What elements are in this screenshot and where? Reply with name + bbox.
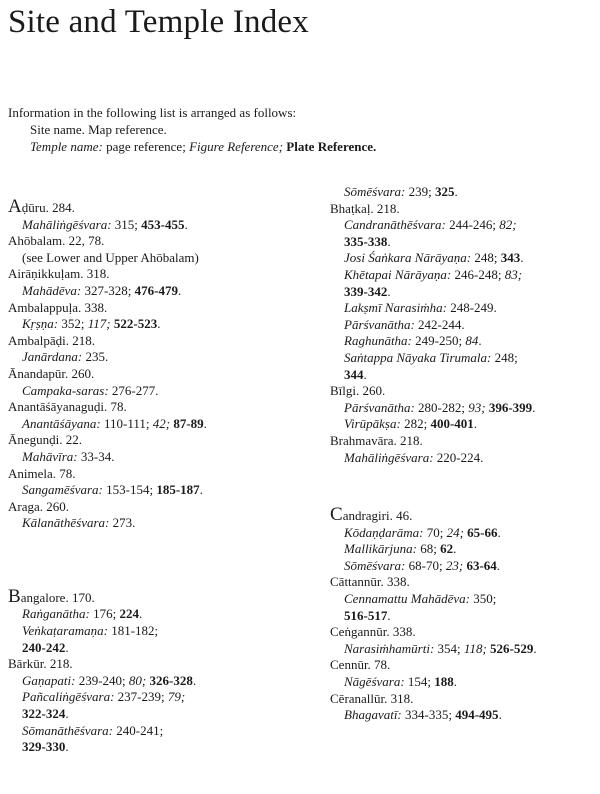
plate-reference: 335-338 [344, 233, 388, 249]
site-name [8, 196, 308, 217]
temple-reference [330, 558, 598, 575]
text-segment: 235. [82, 349, 109, 365]
index-entry [330, 184, 598, 201]
site-name [8, 585, 308, 607]
italic-text: Mallikārjuna: [344, 541, 417, 557]
text-segment: 110-111; [100, 415, 153, 431]
text-segment: . [178, 282, 182, 298]
text-segment: andragiri. 46. [342, 508, 413, 524]
italic-text: Pañcaliṅgēśvara: [22, 689, 115, 705]
text-segment: 153-154; [102, 482, 157, 498]
site-name [330, 691, 598, 708]
text-segment: . [473, 416, 478, 432]
index-entry [330, 624, 598, 657]
temple-reference [8, 739, 308, 756]
initial-letter: A [8, 196, 22, 217]
site-name [8, 333, 308, 350]
text-segment: 154; [404, 674, 435, 690]
temple-reference [330, 250, 598, 267]
italic-text: Kālanāthēśvara: [22, 515, 110, 531]
temple-reference [8, 383, 308, 400]
text-segment: Ambalappuḷa. 338. [8, 299, 108, 315]
plate-reference: 522-523 [113, 316, 158, 332]
temple-reference [330, 591, 598, 608]
text-segment: 220-224. [433, 449, 484, 465]
temple-reference [330, 450, 598, 467]
temple-reference [330, 317, 598, 334]
italic-text: Janārdana: [22, 349, 83, 365]
site-name [8, 432, 308, 449]
italic-text: Narasiṁhamūrti: [344, 640, 435, 656]
text-segment: . [65, 739, 69, 755]
italic-text: Gaṇapati: [22, 672, 76, 688]
site-name [8, 233, 308, 250]
text-segment: 352; [58, 316, 88, 332]
index-column-left [8, 196, 308, 756]
temple-reference [8, 416, 308, 433]
plate-reference: 339-342 [344, 283, 388, 299]
index-entry [8, 196, 308, 233]
text-segment: 246-248; [451, 266, 505, 282]
italic-text: Sōmanāthēśvara: [22, 722, 113, 738]
index-entry [8, 300, 308, 333]
italic-text: Sōmēśvara: [344, 557, 406, 573]
temple-reference [8, 349, 308, 366]
intro-line: Information in the following list is arranged as follows: [8, 105, 297, 120]
plate-reference: 240-242 [22, 639, 66, 655]
italic-text: Sōmēśvara: [344, 184, 406, 199]
temple-reference [8, 515, 308, 532]
italic-text: 118; [463, 640, 487, 656]
temple-reference [330, 367, 598, 384]
text-segment: . [363, 366, 367, 382]
temple-reference [8, 706, 308, 723]
temple-reference [8, 283, 308, 300]
intro-format-line [8, 138, 376, 155]
text-segment: . [520, 250, 524, 266]
italic-text: 23; [445, 557, 464, 573]
text-segment: 327-328; [81, 282, 135, 298]
text-segment: . [453, 541, 457, 557]
italic-text: Nāgēśvara: [344, 674, 405, 690]
site-name [8, 266, 308, 283]
initial-letter: B [8, 585, 21, 607]
text-segment: 239-240; [75, 672, 129, 688]
text-segment: 240-241; [113, 722, 164, 738]
text-segment: 68-70; [405, 557, 446, 573]
index-entry [330, 691, 598, 724]
italic-text: Lakṣmī Narasiṁha: [344, 300, 447, 316]
text-segment: page reference; [102, 139, 190, 154]
text-segment: . [498, 707, 502, 723]
temple-reference [330, 416, 598, 433]
site-name [330, 383, 598, 400]
text-segment: . [65, 639, 69, 655]
italic-text: Campaka-saras: [22, 382, 109, 398]
italic-text: Cennamattu Mahādēva: [344, 591, 471, 607]
italic-text: Sangamēśvara: [22, 482, 103, 498]
italic-text: Mahāliṅgēśvara: [22, 216, 112, 232]
index-entry [8, 333, 308, 366]
temple-reference [8, 482, 308, 499]
text-segment: 249-250; [411, 333, 466, 349]
temple-reference [330, 674, 598, 691]
temple-reference [330, 350, 598, 367]
text-segment: . [184, 216, 188, 232]
temple-reference [330, 300, 598, 317]
text-segment: 334-335; [401, 707, 456, 723]
text-segment: 176; [89, 606, 120, 622]
text-segment: . [139, 606, 143, 622]
plate-reference: 476-479 [134, 282, 178, 298]
text-segment: 248; [471, 250, 501, 266]
site-name [8, 499, 308, 516]
temple-reference [330, 541, 598, 558]
italic-text: 42; [152, 415, 171, 431]
temple-reference [330, 234, 598, 251]
text-segment: 350; [470, 591, 497, 607]
index-entry [330, 504, 598, 574]
text-segment: 282; [400, 416, 431, 432]
text-segment: 354; [434, 640, 464, 656]
text-segment: . [497, 524, 501, 540]
plate-reference: 224 [119, 606, 140, 622]
text-segment: Cēranallūr. 318. [330, 690, 414, 706]
italic-text: Saṅtappa Nāyaka Tirumala: [344, 349, 492, 365]
temple-reference [8, 250, 308, 267]
text-segment: . [192, 672, 197, 688]
plate-reference: 87-89 [173, 415, 204, 431]
text-segment: Animela. 78. [8, 465, 76, 481]
text-segment: Airāṇikkuḷam. 318. [8, 266, 110, 282]
plate-reference: 526-529 [490, 640, 534, 656]
temple-reference [8, 217, 308, 234]
plate-reference: 400-401 [430, 416, 474, 432]
index-entry [330, 383, 598, 433]
site-name [330, 657, 598, 674]
plate-reference: 494-495 [455, 707, 499, 723]
text-segment: Ānegunḍi. 22. [8, 432, 83, 448]
italic-text: 79; [167, 689, 186, 705]
index-column-right [330, 184, 598, 724]
text-segment: 237-239; [114, 689, 168, 705]
text-segment: . [478, 333, 482, 349]
site-name [330, 433, 598, 450]
text-segment: 244-246; [445, 217, 500, 233]
text-segment: . [387, 283, 391, 299]
italic-text: Pārśvanātha: [344, 399, 415, 415]
index-entry [330, 433, 598, 466]
plate-reference: 344 [344, 366, 364, 382]
text-segment: 70; [423, 524, 447, 540]
text-segment: Bārkūr. 218. [8, 656, 73, 672]
plate-reference: 343 [500, 250, 521, 266]
text-segment: 181-182; [107, 623, 159, 639]
site-name [330, 574, 598, 591]
italic-text: Raṅganātha: [22, 606, 90, 622]
italic-text: Virūpākṣa: [344, 416, 401, 432]
plate-reference: 185-187 [156, 482, 200, 498]
site-name [8, 366, 308, 383]
plate-reference: 326-328 [149, 672, 193, 688]
text-segment: . [454, 184, 458, 199]
intro-line: Site name. Map reference. [30, 122, 167, 137]
text-segment: 273. [109, 515, 136, 531]
index-entry [8, 366, 308, 399]
site-name [330, 201, 598, 218]
index-entry [8, 399, 308, 432]
italic-text: Mahādēva: [22, 282, 82, 298]
plate-reference: Plate Reference. [286, 139, 377, 154]
plate-reference: 325 [435, 184, 455, 199]
text-segment: 280-282; [414, 399, 469, 415]
text-segment: . [157, 316, 161, 332]
text-segment: Ahōbalam. 22, 78. [8, 233, 105, 249]
italic-text: 82; [499, 217, 517, 233]
italic-text: Mahāvīra: [22, 448, 78, 464]
temple-reference [8, 640, 308, 657]
italic-text: Pārśvanātha: [344, 316, 415, 332]
initial-letter: C [330, 504, 343, 526]
text-segment: ḍūru. 284. [21, 200, 75, 215]
index-entry [8, 585, 308, 656]
index-entry [330, 657, 598, 690]
temple-reference [330, 641, 598, 658]
text-segment: . [496, 557, 501, 573]
italic-text: Josi Śaṅkara Nārāyaṇa: [344, 250, 472, 266]
plate-reference: 453-455 [141, 216, 185, 232]
plate-reference: 516-517 [344, 607, 388, 623]
italic-text: 24; [446, 524, 464, 540]
intro-block [8, 104, 376, 155]
site-name [8, 656, 308, 673]
site-name [330, 504, 598, 526]
temple-reference [8, 623, 308, 640]
plate-reference: 63-64 [466, 557, 497, 573]
italic-text: Raghunātha: [344, 333, 412, 349]
italic-text: Kōdaṇḍarāma: [344, 524, 424, 540]
temple-reference [330, 525, 598, 542]
text-segment: Araga. 260. [8, 498, 70, 514]
temple-reference [8, 723, 308, 740]
text-segment: Ceṅgannūr. 338. [330, 624, 416, 640]
temple-reference [8, 606, 308, 623]
italic-text: 80; [128, 672, 147, 688]
italic-text: 117; [87, 316, 111, 332]
temple-reference [330, 707, 598, 724]
italic-text: 84 [465, 333, 479, 349]
text-segment: . [453, 674, 458, 690]
text-segment: . [533, 640, 537, 656]
index-entry [8, 432, 308, 465]
italic-text: Figure Reference; [189, 139, 284, 154]
italic-text: Bhagavatī: [344, 707, 402, 723]
temple-reference [330, 400, 598, 417]
site-name [8, 300, 308, 317]
text-segment: Brahmavāra. 218. [330, 432, 423, 448]
italic-text: Temple name: [30, 139, 103, 154]
text-segment: . [199, 482, 203, 498]
page-title: Site and Temple Index [8, 4, 309, 40]
text-segment: 239; [405, 184, 436, 199]
text-segment: . [65, 706, 69, 722]
italic-text: Anantāśāyana: [22, 415, 101, 431]
plate-reference: 188 [434, 674, 454, 690]
text-segment: Anantāśāyanaguḍi. 78. [8, 399, 127, 415]
text-segment: Ānandapūr. 260. [8, 365, 95, 381]
text-segment: . [532, 399, 536, 415]
text-segment: 248; [491, 349, 518, 365]
site-name [330, 624, 598, 641]
italic-text: Mahāliṅgēśvara: [344, 449, 434, 465]
italic-text: Veṅkaṭaramaṇa: [22, 623, 108, 639]
italic-text: 83; [504, 266, 523, 282]
plate-reference: 396-399 [488, 399, 533, 415]
italic-text: Candranāthēśvara: [344, 217, 446, 233]
plate-reference: 329-330 [22, 739, 66, 755]
italic-text: Khētapai Nārāyaṇa: [344, 266, 452, 282]
temple-reference [8, 449, 308, 466]
index-entry [8, 233, 308, 266]
index-entry [8, 656, 308, 756]
plate-reference: 62 [440, 541, 454, 557]
site-name [8, 399, 308, 416]
text-segment: 315; [111, 216, 142, 232]
text-segment: Bhaṭkaḷ. 218. [330, 200, 400, 216]
text-segment: 68; [416, 541, 441, 557]
text-segment: 276-277. [108, 382, 159, 398]
text-segment: 248-249. [446, 300, 497, 316]
temple-reference [330, 184, 598, 201]
temple-reference [8, 689, 308, 706]
text-segment: angalore. 170. [20, 589, 95, 605]
temple-reference [330, 333, 598, 350]
temple-reference [330, 267, 598, 284]
text-segment: Cennūr. 78. [330, 657, 391, 673]
index-entry [8, 266, 308, 299]
text-segment: . [387, 233, 391, 249]
text-segment: 242-244. [414, 316, 465, 332]
temple-reference [8, 673, 308, 690]
site-name [8, 466, 308, 483]
text-segment: Bīlgi. 260. [330, 383, 386, 399]
text-segment: 33-34. [77, 448, 115, 464]
text-segment: . [387, 607, 391, 623]
index-entry [330, 201, 598, 384]
temple-reference [330, 608, 598, 625]
plate-reference: 65-66 [467, 524, 498, 540]
index-entry [8, 466, 308, 499]
text-segment: Cāttannūr. 338. [330, 574, 410, 590]
temple-reference [330, 217, 598, 234]
text-segment: . [203, 415, 207, 431]
italic-text: 93; [468, 399, 486, 415]
temple-reference [330, 284, 598, 301]
index-entry [330, 574, 598, 624]
text-segment: (see Lower and Upper Ahōbalam) [22, 249, 199, 265]
italic-text: Kṛṣṇa: [22, 316, 59, 332]
temple-reference [8, 316, 308, 333]
index-entry [8, 499, 308, 532]
plate-reference: 322-324 [22, 706, 66, 722]
text-segment: Ambalpāḍi. 218. [8, 332, 96, 348]
